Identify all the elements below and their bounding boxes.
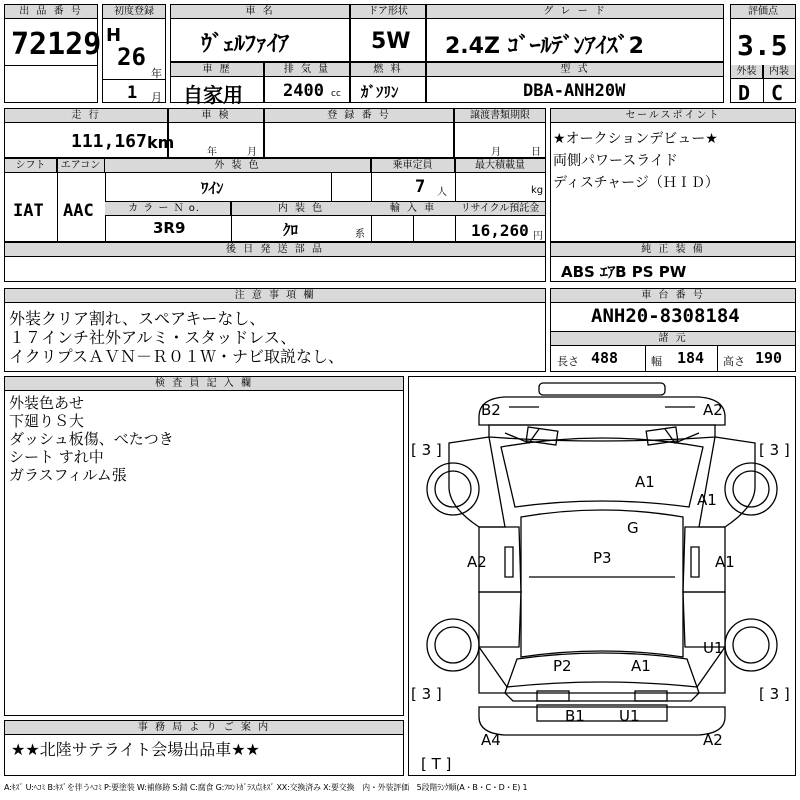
tire-depth: [ 3 ] (411, 685, 442, 703)
office-text: ★★北陸サテライト会場出品車★★ (11, 740, 260, 759)
damage-mark: A1 (715, 553, 735, 571)
capacity-unit: 人 (437, 187, 447, 198)
car-diagram (408, 376, 796, 776)
tire-depth: [ 3 ] (759, 441, 790, 459)
equip: ABS ｴｱB PS PW (561, 263, 687, 281)
damage-mark: G (627, 519, 639, 537)
door-type: 5W (371, 29, 411, 54)
fuel-box (350, 62, 426, 103)
month-unit: 月 (151, 91, 162, 104)
selling-label: セールスポイント (551, 109, 795, 123)
grade-label: グ レ ー ド (427, 5, 723, 19)
history-box (170, 62, 264, 107)
caution-line: イクリプスＡＶＮ－Ｒ０１Ｗ・ナビ取説なし、 (9, 347, 345, 366)
caution-label: 注 意 事 項 欄 (5, 289, 545, 303)
inspector-label: 検 査 員 記 入 欄 (5, 377, 403, 391)
width-label: 幅 (651, 355, 662, 368)
selling-line: 両側パワースライド (553, 153, 678, 169)
displacement: 2400 (283, 81, 324, 101)
damage-mark: A2 (467, 553, 487, 571)
capacity: 7 (415, 177, 426, 197)
insp-month-unit: 月 (247, 147, 257, 158)
selling-box (550, 108, 796, 242)
fuel-label: 燃 料 (351, 63, 425, 77)
inspector-line: 下廻りＳ大 (9, 412, 85, 430)
damage-mark: A2 (703, 731, 723, 749)
color-no: 3R9 (153, 219, 186, 237)
weight-label: 最大積載量 (455, 159, 545, 173)
inspector-line: 外装色あせ (9, 394, 85, 412)
first-reg-year: 26 (117, 43, 146, 71)
office-label: 事 務 局 よ り ご 案 内 (5, 721, 403, 735)
color-label: 外 装 色 (105, 159, 371, 173)
score: 3.5 (737, 29, 788, 62)
door-label: ドア形状 (351, 5, 425, 19)
caution-line: 外装クリア割れ、スペアキーなし、 (9, 309, 266, 328)
import-label: 輸 入 車 (371, 201, 455, 216)
ac-label: エアコン (57, 159, 105, 173)
later-parts-label: 後 日 発 送 部 品 (5, 243, 545, 257)
first-reg-label: 初度登録 (103, 5, 165, 19)
model: DBA-ANH20W (523, 81, 626, 101)
damage-mark: A1 (697, 491, 717, 509)
lot-number: 72129 (11, 27, 102, 62)
length-label: 長さ (557, 355, 579, 368)
later-parts-box (4, 242, 546, 282)
capacity-label: 乗車定員 (371, 159, 455, 173)
inspection-box (168, 108, 264, 158)
inspector-line: シート すれ中 (9, 448, 104, 466)
year-unit: 年 (151, 67, 162, 80)
int-label: 内装 (763, 65, 795, 79)
history: 自家用 (183, 83, 243, 107)
selling-line: ディスチャージ（ＨＩＤ） (553, 175, 719, 191)
ac: AAC (63, 201, 94, 221)
car-name-box (170, 4, 350, 62)
transfer-label: 譲渡書類期限 (455, 109, 545, 123)
model-label: 型 式 (427, 63, 723, 77)
car-name-label: 車 名 (171, 5, 349, 19)
tire-depth: [ 3 ] (759, 685, 790, 703)
score-box (730, 4, 796, 103)
office-box (4, 720, 404, 776)
shift: IAT (13, 201, 44, 221)
inspector-line: ガラスフィルム張 (9, 466, 127, 484)
door-box (350, 4, 426, 62)
equip-label: 純 正 装 備 (551, 243, 795, 257)
interior-label: 内 装 色 (231, 201, 371, 216)
transfer-box (454, 108, 546, 158)
damage-mark: A1 (631, 657, 651, 675)
insp-year-unit: 年 (207, 147, 217, 158)
chassis-box (550, 288, 796, 372)
recycle-unit: 円 (533, 231, 543, 242)
interior: ｸﾛ (283, 221, 299, 239)
caution-box (4, 288, 546, 372)
spec-label: 諸 元 (551, 331, 795, 346)
grade: 2.4Z ｺﾞｰﾙﾃﾞﾝｱｲｽﾞ2 (445, 34, 644, 59)
score-label: 評価点 (731, 5, 795, 19)
chassis-number: ANH20-8308184 (591, 305, 740, 327)
model-box (426, 62, 724, 103)
inspector-line: ダッシュ板傷、べたつき (9, 430, 174, 448)
transfer-month-unit: 月 (491, 147, 501, 158)
era: H (106, 25, 122, 46)
mileage-unit: km (147, 133, 175, 152)
damage-mark: A4 (481, 731, 501, 749)
ext-label: 外装 (731, 65, 763, 79)
damage-mark: P2 (553, 657, 572, 675)
mileage: 111,167 (71, 131, 147, 152)
weight-unit: kg (531, 185, 544, 196)
ext-grade: D (738, 81, 751, 105)
spec-grid (4, 158, 546, 242)
chassis-label: 車 台 番 号 (551, 289, 795, 303)
transfer-day-unit: 日 (531, 147, 541, 158)
height-label: 高さ (723, 355, 745, 368)
selling-line: ★オークションデビュー★ (553, 131, 718, 147)
displacement-label: 排 気 量 (265, 63, 349, 77)
caution-line: １７インチ社外アルミ・スタッドレス、 (9, 328, 297, 347)
color: ﾜｲﾝ (201, 179, 224, 197)
damage-mark: B2 (481, 401, 501, 419)
damage-mark: A2 (703, 401, 723, 419)
history-label: 車 歴 (171, 63, 263, 77)
reg-no-box (264, 108, 454, 158)
damage-mark: P3 (593, 549, 612, 567)
fuel: ｶﾞｿﾘﾝ (361, 83, 399, 101)
interior-unit: 系 (355, 229, 365, 240)
equip-box (550, 242, 796, 282)
first-reg-month: 1 (127, 83, 138, 103)
mileage-box (4, 108, 175, 158)
length: 488 (591, 349, 619, 367)
shift-label: シフト (5, 159, 57, 173)
tire-depth: [ 3 ] (411, 441, 442, 459)
reg-no-label: 登 録 番 号 (265, 109, 453, 123)
car-name: ｳﾞｪﾙﾌｧｲｱ (201, 32, 290, 57)
car-outline (409, 377, 795, 775)
damage-mark: U1 (703, 639, 724, 657)
mileage-label: 走 行 (5, 109, 167, 123)
damage-mark: U1 (619, 707, 640, 725)
inspection-label: 車 検 (169, 109, 263, 123)
damage-mark: B1 (565, 707, 585, 725)
color-no-label: カ ラ ー Ｎ o． (105, 201, 231, 216)
damage-mark: A1 (635, 473, 655, 491)
grade-box (426, 4, 724, 62)
height: 190 (755, 349, 783, 367)
displacement-box (264, 62, 350, 103)
lot-box (4, 4, 102, 103)
displacement-unit: cc (331, 89, 341, 99)
width: 184 (677, 349, 705, 367)
recycle-label: リサイクル預託金 (455, 201, 545, 216)
first-reg-box (102, 4, 166, 103)
spare-tire: [ T ] (421, 755, 452, 773)
legend: A:ｷｽﾞ U:ﾍｺﾐ B:ｷｽﾞを伴うﾍｺﾐ P:要塗装 W:補修跡 S:錆 C:腐食 G:ﾌﾛﾝﾄｶﾞﾗｽ点ｷｽﾞ XX:交換済み X:要交換 内・外装評価 5段階ﾗﾝｸ順(A・B・C・D・E) 1 (4, 783, 528, 792)
lot-label: 出 品 番 号 (5, 5, 97, 19)
recycle: 16,260 (471, 221, 529, 240)
int-grade: C (771, 81, 784, 105)
inspector-box (4, 376, 404, 716)
